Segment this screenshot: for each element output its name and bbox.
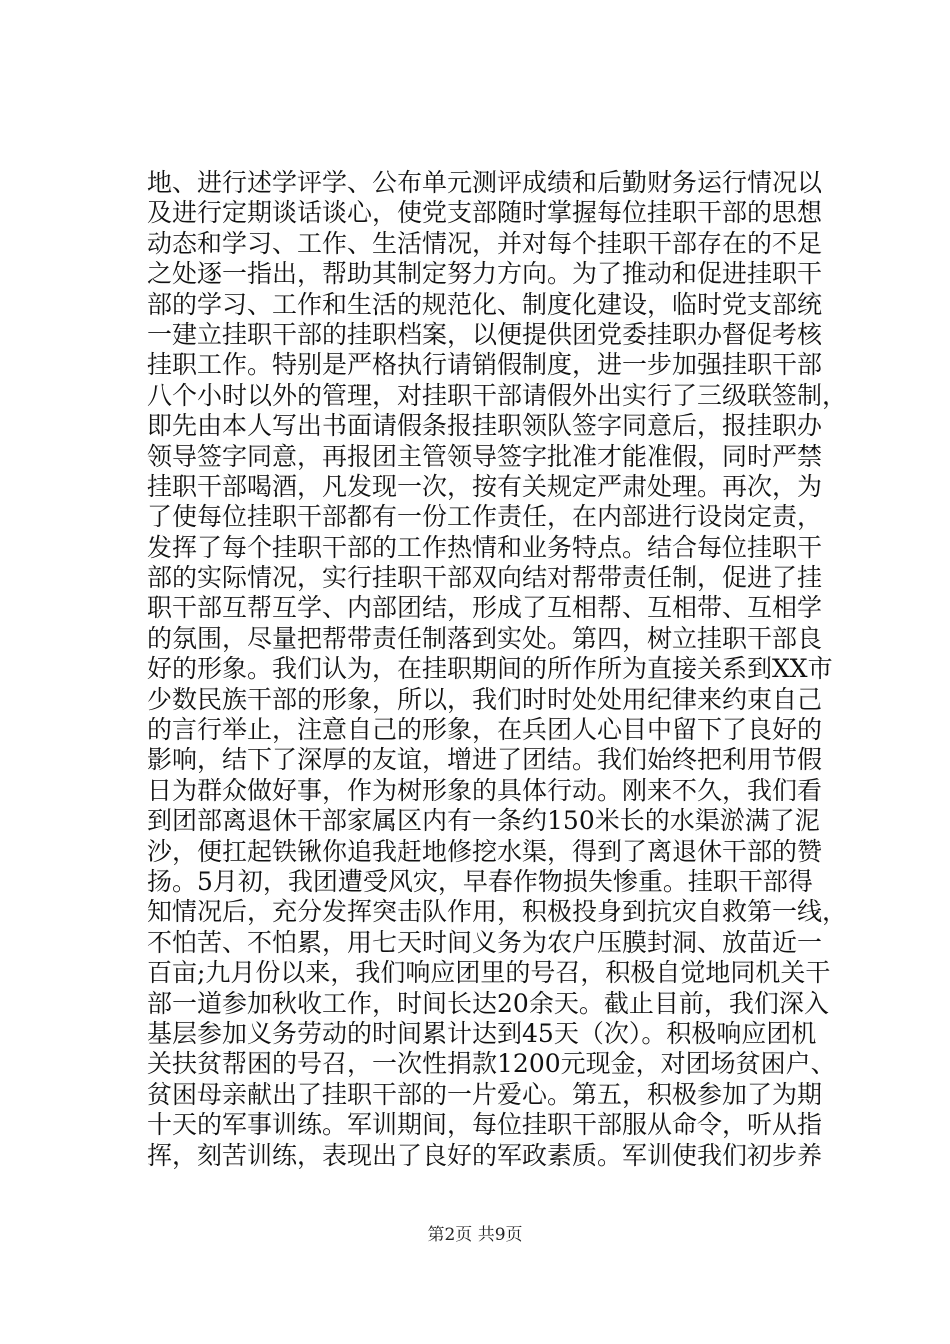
text-line: 沙，便扛起铁锹你追我赶地修挖水渠，得到了离退休干部的赞 bbox=[147, 836, 823, 866]
text-line: 挂职干部喝酒，凡发现一次，按有关规定严肃处理。再次，为 bbox=[147, 471, 823, 501]
text-line: 部的实际情况，实行挂职干部双向结对帮带责任制，促进了挂 bbox=[147, 563, 823, 593]
text-line: 动态和学习、工作、生活情况，并对每个挂职干部存在的不足 bbox=[147, 228, 823, 258]
text-line: 的言行举止，注意自己的形象，在兵团人心目中留下了良好的 bbox=[147, 715, 823, 745]
text-line: 扬。5月初，我团遭受风灾，早春作物损失惨重。挂职干部得 bbox=[147, 866, 813, 896]
page-footer bbox=[0, 1220, 950, 1245]
text-line: 到团部离退休干部家属区内有一条约150米长的水渠淤满了泥 bbox=[147, 806, 820, 836]
text-line: 挥，刻苦训练，表现出了良好的军政素质。军训使我们初步养 bbox=[147, 1140, 823, 1170]
text-line: 了使每位挂职干部都有一份工作责任，在内部进行设岗定责， bbox=[147, 502, 823, 532]
text-line: 影响，结下了深厚的友谊，增进了团结。我们始终把利用节假 bbox=[147, 745, 823, 775]
text-line: 即先由本人写出书面请假条报挂职领队签字同意后，报挂职办 bbox=[147, 411, 823, 441]
text-line: 少数民族干部的形象，所以，我们时时处处用纪律来约束自己 bbox=[147, 684, 823, 714]
text-line: 一建立挂职干部的挂职档案，以便提供团党委挂职办督促考核 bbox=[147, 319, 823, 349]
text-line: 知情况后，充分发挥突击队作用，积极投身到抗灾自救第一线， bbox=[147, 897, 847, 927]
text-line: 的氛围，尽量把帮带责任制落到实处。第四，树立挂职干部良 bbox=[147, 623, 823, 653]
text-line: 贫困母亲献出了挂职干部的一片爱心。第五，积极参加了为期 bbox=[147, 1079, 823, 1109]
text-line: 日为群众做好事，作为树形象的具体行动。刚来不久，我们看 bbox=[147, 775, 823, 805]
text-line: 八个小时以外的管理，对挂职干部请假外出实行了三级联签制， bbox=[147, 380, 847, 410]
page-number-label: 第2页 共9页 bbox=[427, 1225, 523, 1245]
text-line: 之处逐一指出，帮助其制定努力方向。为了推动和促进挂职干 bbox=[147, 259, 823, 289]
text-line: 部的学习、工作和生活的规范化、制度化建设，临时党支部统 bbox=[147, 289, 823, 319]
text-line: 领导签字同意，再报团主管领导签字批准才能准假，同时严禁 bbox=[147, 441, 823, 471]
text-line: 部一道参加秋收工作，时间长达20余天。截止目前，我们深入 bbox=[147, 988, 829, 1018]
text-line: 不怕苦、不怕累，用七天时间义务为农户压膜封洞、放苗近一 bbox=[147, 927, 823, 957]
text-line: 及进行定期谈话谈心，使党支部随时掌握每位挂职干部的思想 bbox=[147, 198, 823, 228]
text-line: 发挥了每个挂职干部的工作热情和业务特点。结合每位挂职干 bbox=[147, 532, 823, 562]
body-paragraph bbox=[147, 168, 847, 1171]
text-line: 十天的军事训练。军训期间，每位挂职干部服从命令，听从指 bbox=[147, 1110, 823, 1140]
text-line: 挂职工作。特别是严格执行请销假制度，进一步加强挂职干部 bbox=[147, 350, 823, 380]
text-line: 关扶贫帮困的号召，一次性捐款1200元现金，对团场贫困户、 bbox=[147, 1049, 836, 1079]
text-line: 好的形象。我们认为，在挂职期间的所作所为直接关系到XX市 bbox=[147, 654, 833, 684]
text-line: 百亩;九月份以来，我们响应团里的号召，积极自觉地同机关干 bbox=[147, 958, 831, 988]
text-line: 地、进行述学评学、公布单元测评成绩和后勤财务运行情况以 bbox=[147, 168, 823, 197]
text-line: 职干部互帮互学、内部团结，形成了互相帮、互相带、互相学 bbox=[147, 593, 823, 623]
text-line: 基层参加义务劳动的时间累计达到45天（次）。积极响应团机 bbox=[147, 1018, 817, 1048]
